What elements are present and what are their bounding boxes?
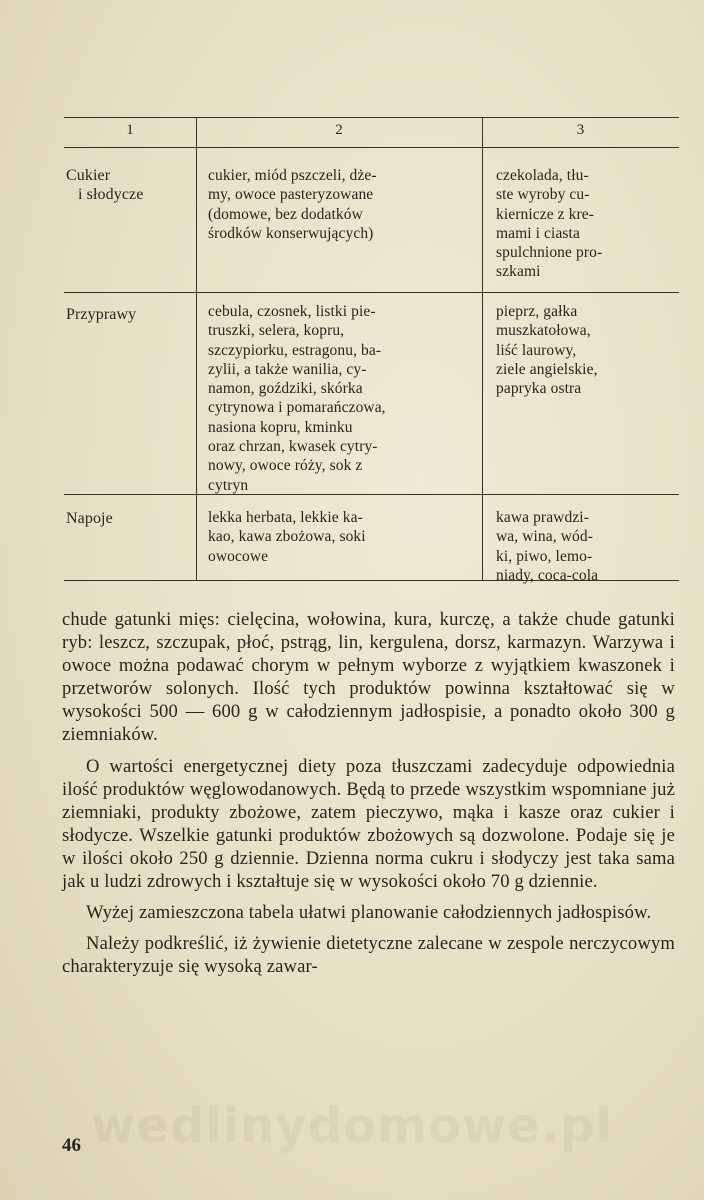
category-line: Przyprawy <box>66 306 137 323</box>
column-number: 1 <box>126 122 134 138</box>
column-divider <box>196 117 197 580</box>
column-divider <box>482 117 483 580</box>
allowed-cell <box>208 302 470 495</box>
paragraph: chude gatunki mięs: cielęcina, wołowina, kura, kurczę, a także chude gatunki ryb: leszcz, szczupak, płoć, pstrąg, lin, kergulena, dorsz, karmazyn. Warzywa i owoce można podawać chorym w pełnym wyborze z wyjątkiem kwaszonek i przetworów solonych. Ilość tych produktów powinna kształtować się w wysokości 500 — 600 g w całodziennym jadłospisie, a ponadto około 300 g ziemniaków. <box>62 609 675 746</box>
cell-line: wa, wina, wód- <box>496 528 593 546</box>
body-text <box>62 608 675 986</box>
cell-line: mami i ciasta <box>496 224 580 242</box>
cell-line: kao, kawa zbożowa, soki <box>208 528 366 546</box>
category-line: i słodycze <box>78 186 144 203</box>
category-line: Cukier <box>66 167 111 184</box>
cell-line: szkami <box>496 263 541 281</box>
category-line: Napoje <box>66 510 113 527</box>
forbidden-cell <box>496 302 666 398</box>
column-number: 3 <box>576 122 585 138</box>
cell-line: owocowe <box>208 547 269 565</box>
cell-line: środków konserwujących) <box>208 224 374 242</box>
cell-line: papryka ostra <box>496 380 582 398</box>
paragraph: Wyżej zamieszczona tabela ułatwi planowanie całodziennych jadłospisów. <box>86 902 652 924</box>
cell-line: (domowe, bez dodatków <box>208 205 363 223</box>
cell-line: nowy, owoce róży, sok z <box>208 457 363 475</box>
page-number: 46 <box>62 1135 81 1156</box>
column-number: 2 <box>335 122 343 138</box>
cell-line: czekolada, tłu- <box>496 167 589 184</box>
cell-line: cebula, czosnek, listki pie- <box>208 303 376 320</box>
allowed-cell <box>208 166 470 243</box>
forbidden-cell <box>496 508 666 585</box>
cell-line: ki, piwo, lemo- <box>496 547 593 565</box>
paragraph: O wartości energetycznej diety poza tłuszczami zadecyduje odpowiednia ilość produktów węglowodanowych. Będą to przede wszystkim wspomniane już ziemniaki, produkty zbożowe, zatem pieczywo, mąka i kasze oraz cukier i słodycze. Wszelkie gatunki produktów zbożowych są dozwolone. Podaje się je w ilości około 250 g dziennie. Dzienna norma cukru i słodyczy jest taka sama jak u ludzi zdrowych i kształtuje się w wysokości około 70 g dziennie. <box>62 755 675 893</box>
cell-line: ziele angielskie, <box>496 360 598 378</box>
cell-line: cytryn <box>208 476 249 494</box>
cell-line: cukier, miód pszczeli, dże- <box>208 167 377 184</box>
cell-line: szczypiorku, estragonu, ba- <box>208 341 382 359</box>
paragraph: Należy podkreślić, iż żywienie dietetyczne zalecane w zespole nerczycowym charakteryzuje się wysoką zawar- <box>62 933 675 978</box>
category-cell <box>66 509 194 528</box>
cell-line: niady, coca-cola <box>496 566 599 584</box>
cell-line: liść laurowy, <box>496 341 577 359</box>
cell-line: nasiona kopru, kminku <box>208 418 353 436</box>
cell-line: spulchnione pro- <box>496 244 603 262</box>
table-top-rule <box>64 117 679 118</box>
cell-line: zylii, a także wanilia, cy- <box>208 360 367 378</box>
watermark <box>0 1098 704 1154</box>
cell-line: truszki, selera, kopru, <box>208 322 345 340</box>
cell-line: ste wyroby cu- <box>496 186 590 204</box>
cell-line: namon, goździki, skórka <box>208 380 363 398</box>
cell-line: kawa prawdzi- <box>496 509 589 526</box>
cell-line: kiernicze z kre- <box>496 205 594 223</box>
cell-line: my, owoce pasteryzowane <box>208 186 374 204</box>
row-divider <box>64 292 679 293</box>
cell-line: muszkatołowa, <box>496 322 591 340</box>
allowed-cell <box>208 508 470 566</box>
forbidden-cell <box>496 166 666 282</box>
cell-line: lekka herbata, lekkie ka- <box>208 509 363 526</box>
category-cell <box>66 166 194 204</box>
cell-line: oraz chrzan, kwasek cytry- <box>208 438 378 456</box>
cell-line: pieprz, gałka <box>496 303 578 320</box>
table-header-rule <box>64 147 679 148</box>
category-cell <box>66 305 194 324</box>
cell-line: cytrynowa i pomarańczowa, <box>208 399 386 417</box>
